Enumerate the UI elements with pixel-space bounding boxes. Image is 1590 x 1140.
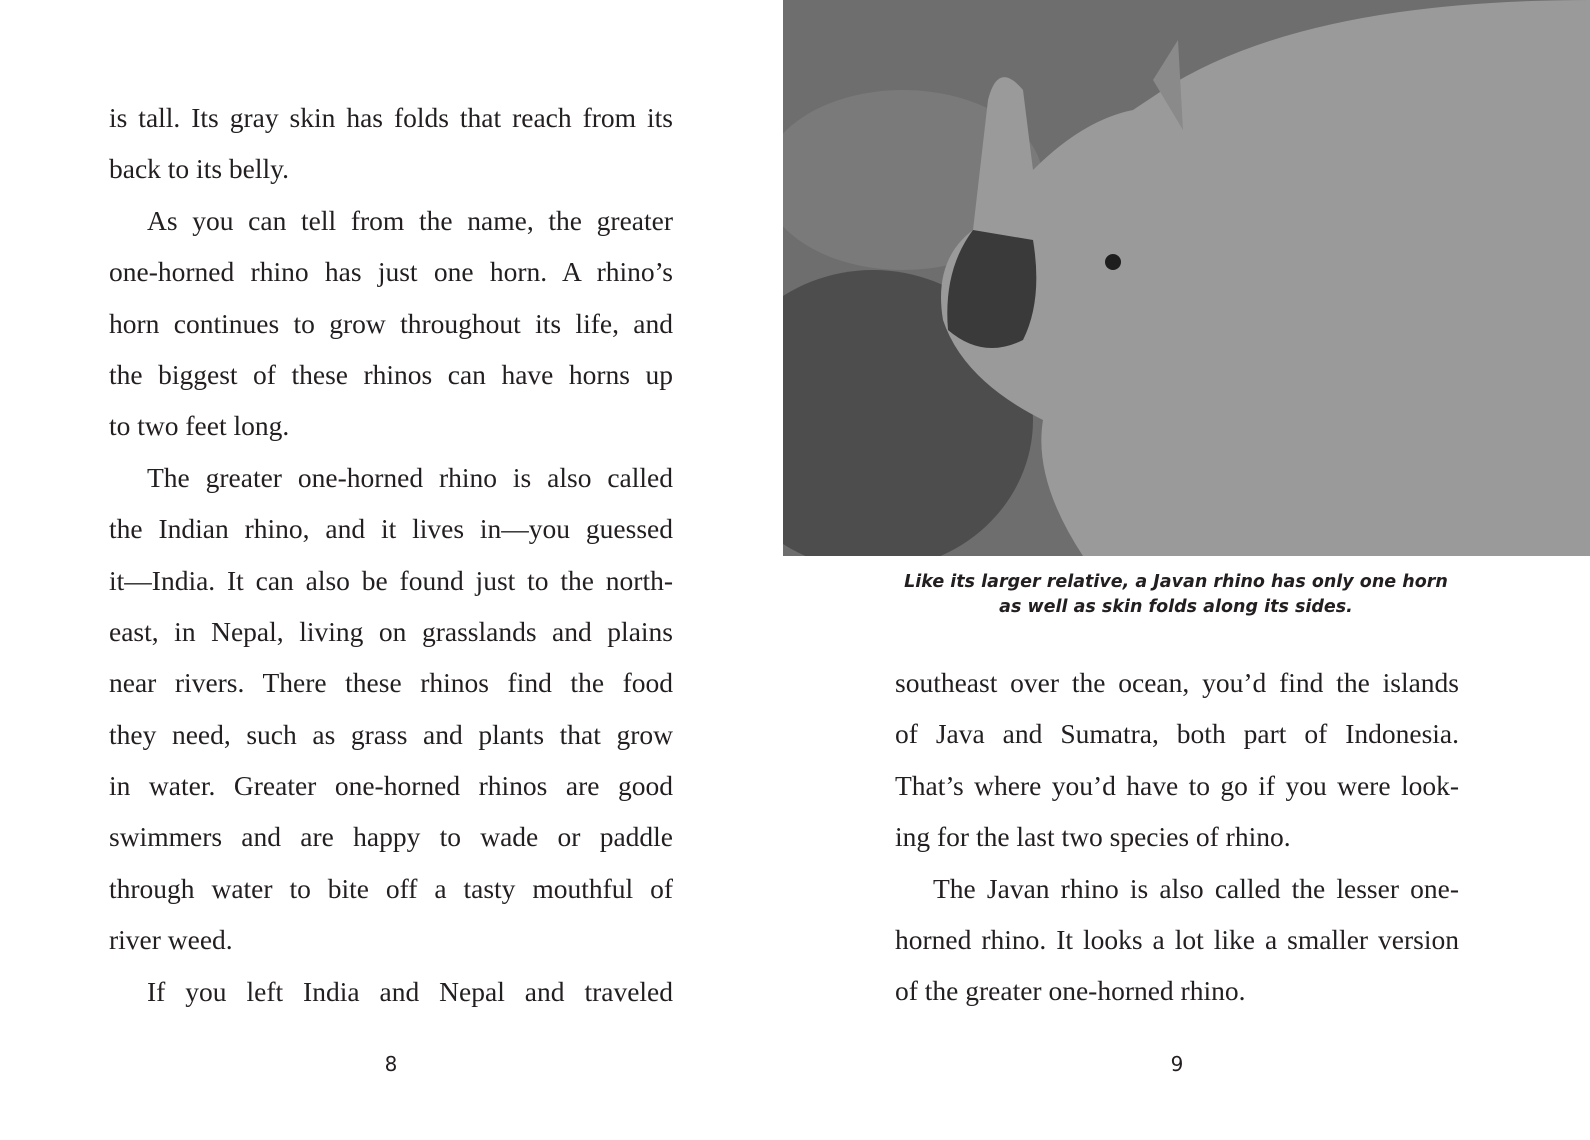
text-line: river weed. <box>109 924 233 956</box>
page-number-left: 8 <box>384 1052 398 1076</box>
text-line: through water to bite off a tasty mouthful of <box>109 872 673 904</box>
text-line: If you left India and Nepal and traveled <box>147 975 673 1007</box>
text-line: That’s where you’d have to go if you were look- <box>895 769 1459 801</box>
text-line: to two feet long. <box>109 410 290 442</box>
page-number-right: 9 <box>1170 1052 1184 1076</box>
text-line: of Java and Sumatra, both part of Indonesia. <box>895 718 1459 750</box>
text-line: they need, such as grass and plants that grow <box>109 718 673 750</box>
caption-line: as well as skin folds along its sides. <box>999 597 1353 617</box>
text-line: horn continues to grow throughout its life, and <box>109 307 673 339</box>
text-line: southeast over the ocean, you’d find the islands <box>895 667 1459 698</box>
text-line: the Indian rhino, and it lives in—you guessed <box>109 513 673 545</box>
text-line: it—India. It can also be found just to the north- <box>109 564 673 596</box>
left-page-body <box>109 92 673 1017</box>
right-page-body <box>895 657 1459 1017</box>
text-line: near rivers. There these rhinos find the food <box>109 667 673 699</box>
rhino-image <box>783 0 1590 556</box>
text-line: back to its belly. <box>109 153 289 185</box>
text-line: horned rhino. It looks a lot like a smaller version <box>895 923 1459 955</box>
text-line: swimmers and are happy to wade or paddle <box>109 821 673 853</box>
text-line: one-horned rhino has just one horn. A rhino’s <box>109 256 673 288</box>
text-line: in water. Greater one-horned rhinos are good <box>109 770 673 802</box>
text-line: As you can tell from the name, the greater <box>147 204 673 236</box>
text-line: the biggest of these rhinos can have horns up <box>109 358 673 390</box>
caption-line: Like its larger relative, a Javan rhino has only one horn <box>904 572 1448 592</box>
text-line: of the greater one-horned rhino. <box>895 975 1246 1007</box>
rhino-photo <box>783 0 1590 556</box>
text-line: The greater one-horned rhino is also called <box>147 461 673 493</box>
photo-caption <box>880 570 1472 620</box>
text-line: east, in Nepal, living on grasslands and plains <box>109 615 673 647</box>
text-line: The Javan rhino is also called the lesser one- <box>933 872 1459 904</box>
text-line: is tall. Its gray skin has folds that reach from its <box>109 102 673 133</box>
text-line: ing for the last two species of rhino. <box>895 821 1291 853</box>
